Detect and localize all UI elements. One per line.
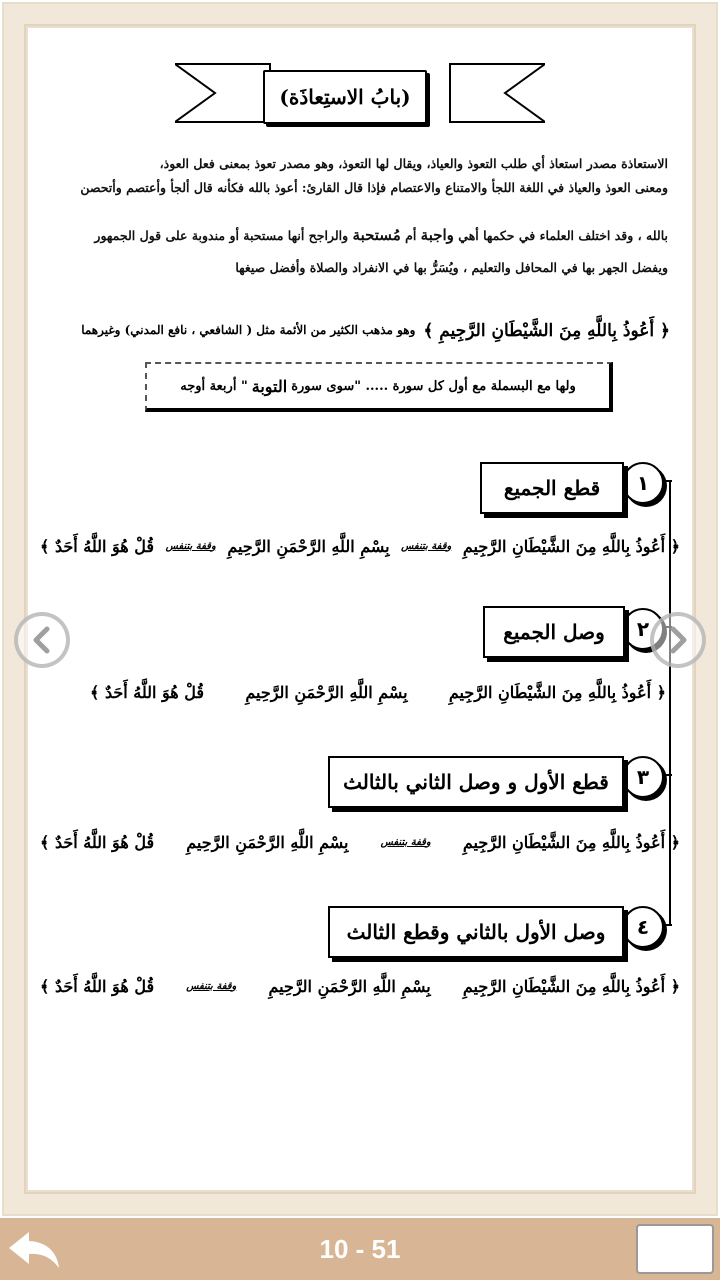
- intro-line-2: ومعنى العوذ والعياذ في اللغة اللجأ والامتناع والاعتصام فإذا قال القارئ: أعوذ بالله فكأنه قال ألجأ وأعتصم وأتحصن: [80, 180, 668, 195]
- istiadha-note: وهو مذهب الكثير من الأئمة مثل ( الشافعي ، نافع المدني) وغيرهما: [81, 323, 416, 337]
- mustahabba-word: مُستحبة: [352, 226, 401, 244]
- menu-button[interactable]: [636, 1224, 714, 1274]
- intro-line-3b: أم: [400, 228, 421, 243]
- surah-3: قُلْ هُوَ اللَّهُ أَحَدٌ ﴾: [40, 832, 155, 852]
- pause-1a: وقفة بتنفس: [401, 540, 452, 552]
- intro-line-1: الاستعاذة مصدر استعاذ أي طلب التعوذ والعياذ، ويقال لها التعوذ، وهو مصدر تعوذ بمعنى فعل العوذ،: [159, 156, 668, 171]
- pause-1b: وقفة بتنفس: [165, 540, 216, 552]
- chevron-right-icon: [665, 625, 691, 655]
- basmala-1: بِسْمِ اللَّهِ الرَّحْمَنِ الرَّحِيمِ: [227, 536, 390, 556]
- method-label-1: قطع الجميع: [480, 462, 624, 514]
- basmala-3: بِسْمِ اللَّهِ الرَّحْمَنِ الرَّحِيمِ: [186, 832, 349, 852]
- isti-4: ﴿ أَعُوذُ بِاللَّهِ مِنَ الشَّيْطَانِ الرَّجِيمِ: [462, 976, 680, 996]
- next-page-button[interactable]: [650, 612, 706, 668]
- page-indicator: 10 - 51: [319, 1233, 401, 1264]
- recitation-line-1: [40, 530, 680, 562]
- surah-1: قُلْ هُوَ اللَّهُ أَحَدٌ ﴾: [40, 536, 155, 556]
- previous-page-button[interactable]: [14, 612, 70, 668]
- intro-line-4: ويفضل الجهر بها في المحافل والتعليم ، ويُسَرُّ بها في الانفراد والصلاة وأفضل صيغها: [235, 260, 668, 275]
- method-number-4: ٤: [622, 906, 664, 948]
- method-label-3: قطع الأول و وصل الثاني بالثالث: [328, 756, 624, 808]
- surah-2: قُلْ هُوَ اللَّهُ أَحَدٌ ﴾: [90, 682, 205, 702]
- method-label-4: وصل الأول بالثاني وقطع الثالث: [328, 906, 624, 958]
- intro-line-3c: والراجح أنها مستحبة أو مندوبة على قول الجمهور: [94, 228, 353, 243]
- tawba-word: التوبة: [251, 376, 288, 396]
- wajiba-word: واجبة: [420, 226, 454, 244]
- pause-4b: وقفة بتنفس: [186, 980, 237, 992]
- method-number-2: ٢: [622, 608, 664, 650]
- isti-1: ﴿ أَعُوذُ بِاللَّهِ مِنَ الشَّيْطَانِ الرَّجِيمِ: [462, 536, 680, 556]
- surah-4: قُلْ هُوَ اللَّهُ أَحَدٌ ﴾: [40, 976, 155, 996]
- method-label-2: وصل الجميع: [483, 606, 625, 658]
- istiadha-formula: [60, 312, 670, 348]
- isti-3: ﴿ أَعُوذُ بِاللَّهِ مِنَ الشَّيْطَانِ الرَّجِيمِ: [462, 832, 680, 852]
- note-part-1: ولها مع البسملة مع أول كل سورة ..... "سوى سورة: [291, 378, 576, 394]
- note-part-2: " أربعة أوجه: [180, 378, 248, 394]
- basmala-note-box: [145, 362, 613, 412]
- page-title: (بابُ الاستِعاذَة): [263, 70, 427, 124]
- isti-2: ﴿ أَعُوذُ بِاللَّهِ مِنَ الشَّيْطَانِ الرَّجِيمِ: [448, 682, 666, 702]
- istiadha-ayah: ﴿ أَعُوذُ بِاللَّهِ مِنَ الشَّيْطَانِ الرَّجِيمِ ﴾: [423, 320, 670, 341]
- method-number-3: ٣: [622, 756, 664, 798]
- basmala-2: بِسْمِ اللَّهِ الرَّحْمَنِ الرَّحِيمِ: [245, 682, 408, 702]
- pause-3a: وقفة بتنفس: [380, 836, 431, 848]
- recitation-line-3: [40, 826, 680, 858]
- basmala-4: بِسْمِ اللَّهِ الرَّحْمَنِ الرَّحِيمِ: [268, 976, 431, 996]
- intro-line-3a: بالله ، وقد اختلف العلماء في حكمها أهي: [453, 228, 668, 243]
- bottom-bar: [0, 1218, 720, 1280]
- recitation-line-2: [90, 676, 666, 708]
- chevron-left-icon: [29, 625, 55, 655]
- method-number-1: ١: [622, 462, 664, 504]
- recitation-line-4: [40, 970, 680, 1002]
- intro-line-3: [60, 224, 668, 247]
